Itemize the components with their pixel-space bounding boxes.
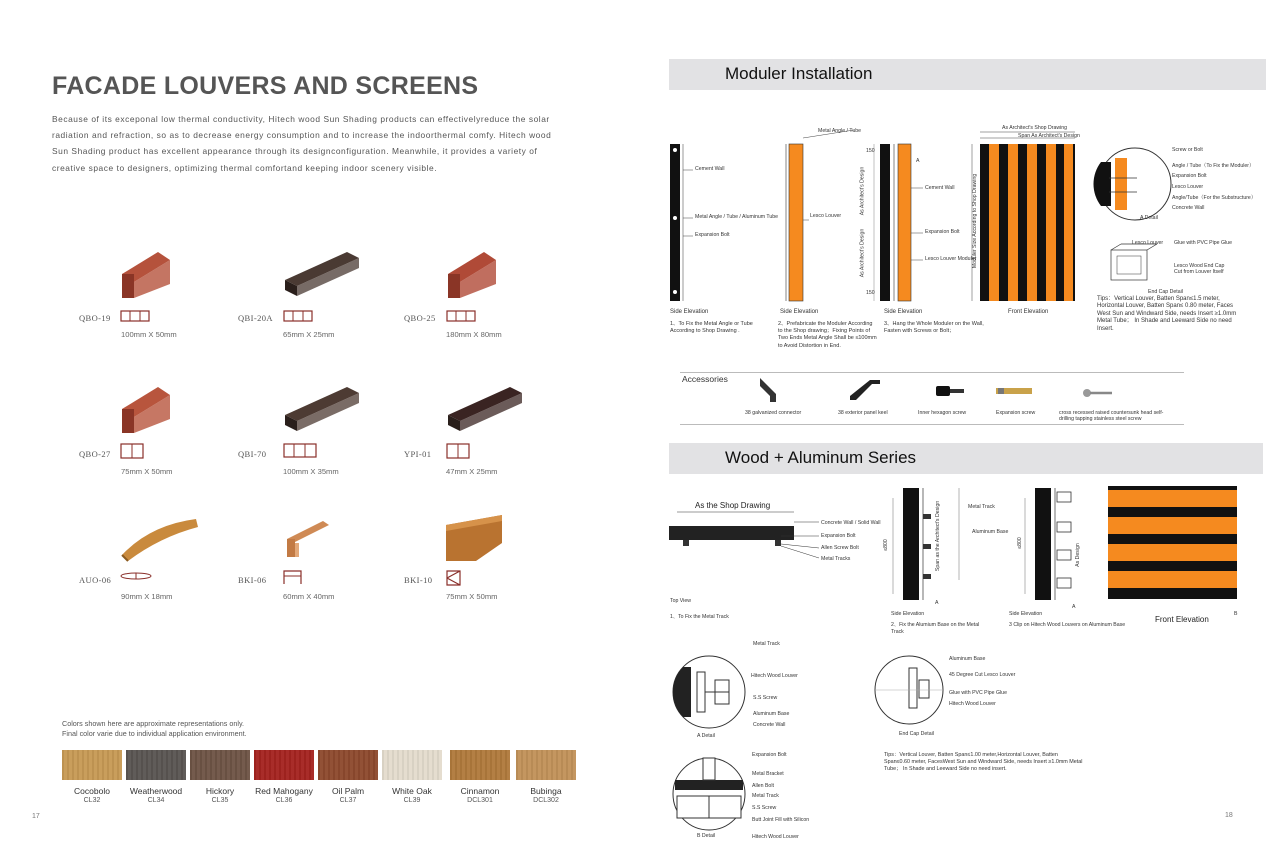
product-section-icon (446, 308, 480, 324)
b-detail-caption: B Detail (697, 833, 716, 839)
a-detail-label-2: Hitech Wood Louver (751, 673, 798, 679)
color-note: Colors shown here are approximate representations only. Final color varie due to individual application environment. (62, 719, 247, 738)
color-swatch (382, 750, 442, 780)
product-code: AUO-06 (79, 575, 112, 585)
d3-label-expansion-bolt: Expansion Bolt (925, 229, 960, 235)
product-image (446, 385, 526, 435)
color-swatch (516, 750, 576, 780)
section-title-wood-aluminum: Wood + Aluminum Series (725, 448, 917, 467)
b-detail-label-4: Metal Track (752, 793, 779, 799)
swatch-code: CL37 (339, 797, 357, 804)
e1-vertical: Span as the Architect's Design (935, 500, 942, 572)
end-cap-label-3: Lesco Wood End Cap Cut from Louver Itself (1174, 263, 1225, 275)
d1-label-expansion-bolt: Expansion Bolt (695, 232, 730, 238)
color-swatch (62, 750, 122, 780)
d3-label-lesco-moduler: Lesco Louver Moduler (925, 256, 977, 262)
product-image (446, 250, 526, 300)
a-detail-circle (673, 656, 745, 728)
detail-a-label-6: Concrete Wall (1172, 205, 1205, 211)
end-cap-label-1: Lesco Louver (1132, 240, 1164, 246)
product-code: QBO-19 (79, 313, 111, 323)
b-detail-label-7: Hitech Wood Louver (752, 834, 799, 840)
product-size: 90mm X 18mm (121, 592, 173, 601)
front-letter-b: B (1234, 611, 1238, 617)
color-swatch (450, 750, 510, 780)
product-section-icon (283, 308, 317, 324)
e2-letter-a: A (1072, 604, 1076, 610)
end-cap-detail-circle (875, 656, 943, 724)
color-swatch (318, 750, 378, 780)
ec-label-2: 45 Degree Cut Lesco Louver (949, 672, 1016, 678)
s2-side-elev-1: Side Elevation (891, 611, 925, 617)
swatch-name: Bubinga (530, 786, 562, 796)
e1-dim: ≤800 (882, 539, 889, 551)
accessories-title: Accessories (682, 374, 728, 384)
lesco-louver-3 (898, 144, 911, 301)
galvanized-connector-icon (760, 378, 776, 402)
e1-letter-a: A (935, 600, 939, 606)
a-detail-label-1: Metal Track (753, 641, 780, 647)
swatch-code: DCL302 (533, 797, 559, 804)
product-section-icon (120, 443, 154, 459)
label-span: Span As Architect's Design (1018, 133, 1080, 139)
b-detail-label-2: Metal Bracket (752, 771, 784, 777)
tv-label-1: Concrete Wall / Solid Wall (821, 520, 881, 526)
e1-label-aluminum-base: Aluminum Base (972, 529, 1009, 535)
d3-dim-bottom: 150 (866, 290, 875, 296)
acc-label-1: 38 galvanized connector (745, 410, 802, 416)
side-elevation-1 (893, 488, 959, 600)
product-section-icon (283, 443, 317, 459)
caption-side-elev-1: Side Elevation (670, 309, 709, 315)
step-1: 1、To Fix the Metal Angle or Tube According to Shop Drawing . (670, 321, 753, 335)
product-section-icon (120, 570, 154, 586)
product-image (283, 515, 363, 565)
a-detail-label-5: Concrete Wall (753, 722, 786, 728)
product-section-icon (446, 443, 480, 459)
end-cap-detail-caption: End Cap Detail (899, 731, 934, 737)
product-code: QBI-70 (238, 449, 267, 459)
detail-a-label-4: Lesco Louver (1172, 184, 1204, 190)
label-shop-drawing: As Architect's Shop Drawing (1002, 125, 1067, 131)
e2-vertical: As Design (1074, 543, 1081, 567)
product-code: YPI-01 (404, 449, 432, 459)
d3-letter-a: A (916, 158, 920, 164)
step-2: 2、Prefabricate the Moduler According to the Shop drawing；Fixing Points of Two Ends Metal Angle Shall be ≤100mm to Avoid Distortion in End. (778, 321, 877, 349)
color-swatch (126, 750, 186, 780)
product-image (120, 250, 200, 300)
b-detail-circle (673, 758, 745, 830)
swatch-code: CL32 (83, 797, 101, 804)
caption-front-elev: Front Elevation (1008, 309, 1049, 315)
product-section-icon (283, 570, 317, 586)
a-detail-label-4: Aluminum Base (753, 711, 790, 717)
acc-label-2: 38 exterior panel keel (838, 410, 888, 416)
page-number-left: 17 (32, 813, 40, 820)
s2-step-2: 2、Fix the Alumium Base on the Metal Track (891, 622, 980, 635)
product-section-icon (120, 308, 154, 324)
detail-a-label-5: Angle/Tube（For the Substructure） (1172, 195, 1257, 201)
d3-dim-top: 150 (866, 148, 875, 154)
page-title: FACADE LOUVERS AND SCREENS (52, 72, 479, 100)
acc-label-4: Expansion screw (996, 410, 1036, 416)
product-image (283, 385, 363, 435)
lesco-louver-orange (789, 144, 803, 301)
swatch-code: CL36 (275, 797, 293, 804)
product-code: QBO-25 (404, 313, 436, 323)
color-swatch (254, 750, 314, 780)
product-size: 47mm X 25mm (446, 467, 498, 476)
a-detail-label-3: S.S Screw (753, 695, 778, 701)
swatch-name: Hickory (205, 786, 235, 796)
cement-wall-3 (880, 144, 890, 301)
ec-label-4: Hitech Wood Louver (949, 701, 996, 707)
swatch-code: CL35 (211, 797, 229, 804)
top-view-caption: Top View (670, 598, 691, 604)
page-number-right: 18 (1225, 812, 1233, 819)
product-size: 60mm X 40mm (283, 592, 335, 601)
d4-vertical-label: Moduler Size According to Shop Drawing (972, 173, 979, 269)
accessories-bottom-rule (680, 424, 1184, 425)
caption-side-elev-2: Side Elevation (780, 309, 819, 315)
product-code: QBI-20A (238, 313, 273, 323)
s2-step-3: 3 Clip on Hitech Wood Louvers on Aluminum Base (1009, 622, 1126, 628)
d3-vertical-label-2: As Architect's Design (859, 228, 866, 278)
swatch-name: Cinnamon (460, 786, 500, 796)
intro-paragraph: Because of its exceponal low thermal conductivity, Hitech wood Sun Shading products can effectivelyreduce the solar radiation and refraction, so as to decrease energy consumption and to increase the indoorthermal comfy. Hitech wood Sun Shading product has excellent appearance through its designconfiguration. Meanwhile, it provides a variety of creative space to designers, optimizing thermal comfortand keeping indoor scenery visible. (52, 114, 552, 173)
e1-label-metal-track: Metal Track (968, 504, 995, 510)
section-header-wood-aluminum (669, 443, 1263, 474)
b-detail-label-5: S.S Screw (752, 805, 777, 811)
product-size: 75mm X 50mm (121, 467, 173, 476)
end-cap-caption: End Cap Detail (1148, 289, 1183, 295)
end-cap-label-2: Glue with PVC Pipe Glue (1174, 240, 1232, 246)
d2-label-lesco-louver: Lesco Louver (810, 213, 842, 219)
product-code: QBO-27 (79, 449, 111, 459)
product-size: 100mm X 50mm (121, 330, 177, 339)
b-detail-label-3: Allen Bolt (752, 783, 774, 789)
detail-a-label-3: Expansion Bolt (1172, 173, 1207, 179)
panel-keel-icon (850, 380, 880, 400)
accessories-top-rule (680, 372, 1184, 373)
front-elevation-louvers (972, 132, 1075, 301)
product-size: 180mm X 80mm (446, 330, 502, 339)
tips-moduler: Tips：Vertical Louver, Batten Span≤1.5 meter, Horizontal Louver, Batten Span≤ 0.80 meter, Faces West Sun and Windward Side, needs Insert ≥1.0mm Metal Tube； In Shade and Leeward Side no need Insert. (1097, 296, 1237, 332)
b-detail-label-6: Butt Joint Fill with Silicon (752, 817, 810, 823)
d3-vertical-label-1: As Architect's Design (859, 166, 866, 216)
swatch-code: DCL301 (467, 797, 493, 804)
tips-wood-aluminum: Tips：Vertical Louver, Batten Span≤1.00 meter,Horizontal Louver, Batten Span≤0.60 meter, FacesWest Sun and Windward Side, needs Insert ≥1.0mm Metal Tube； In Shade and Leeward Side no need insert. (884, 752, 1083, 772)
product-size: 65mm X 25mm (283, 330, 335, 339)
product-code: BKI-06 (238, 575, 267, 585)
swatch-code: CL39 (403, 797, 421, 804)
s2-step-1: 1、To Fix the Metal Track (670, 614, 729, 620)
cement-wall-1 (670, 144, 680, 301)
product-code: BKI-10 (404, 575, 433, 585)
top-view-drawing (669, 512, 819, 558)
d1-label-metal-angle: Metal Angle / Tube / Aluminum Tube (695, 214, 779, 220)
detail-a-circle (1093, 148, 1171, 220)
ec-label-1: Aluminum Base (949, 656, 986, 662)
acc-label-3: Inner hexagon screw (918, 410, 967, 416)
product-size: 100mm X 35mm (283, 467, 339, 476)
s2-side-elev-2: Side Elevation (1009, 611, 1043, 617)
product-image (120, 385, 200, 435)
tv-label-2: Expansion Bolt (821, 533, 856, 539)
a-detail-caption: A Detail (697, 733, 715, 739)
label-metal-angle-top: Metal Angle / Tube (818, 128, 861, 134)
acc-label-5: cross recessed raised countersunk head self-drilling tapping stainless steel screw (1059, 410, 1164, 423)
swatch-name: Cocobolo (74, 786, 110, 796)
e2-dim: ≤800 (1016, 537, 1023, 549)
color-swatch (190, 750, 250, 780)
tv-label-4: Metal Tracks (821, 556, 851, 562)
tv-label-3: Allen Screw Bolt (821, 545, 859, 551)
s2-front-elevation: Front Elevation (1155, 615, 1209, 624)
product-section-icon (446, 570, 480, 586)
product-image (283, 250, 363, 300)
detail-a-label-2: Angle / Tube（To Fix the Moduler） (1172, 163, 1255, 169)
product-image (120, 515, 200, 565)
tapping-screw-icon (1083, 389, 1091, 397)
ec-label-3: Glue with PVC Pipe Glue (949, 690, 1007, 696)
swatch-name: Weatherwood (129, 786, 183, 796)
side-elevation-2 (1025, 488, 1071, 600)
wood-aluminum-drawings (669, 484, 1266, 844)
hexagon-screw-icon (936, 386, 950, 396)
detail-a-label-1: Screw or Bolt (1172, 147, 1203, 153)
swatch-name: Red Mahogany (255, 786, 313, 796)
b-detail-label-1: Expansion Bolt (752, 752, 787, 758)
section-title-moduler: Moduler Installation (725, 64, 873, 83)
product-size: 75mm X 50mm (446, 592, 498, 601)
end-cap-box (1111, 244, 1157, 280)
top-view-title: As the Shop Drawing (695, 501, 771, 510)
product-image (446, 515, 526, 565)
d1-label-cement-wall: Cement Wall (695, 166, 725, 172)
front-elevation-bands (1108, 486, 1237, 599)
swatch-name: White Oak (392, 786, 432, 796)
caption-side-elev-3: Side Elevation (884, 309, 923, 315)
swatch-name: Oil Palm (331, 786, 365, 796)
section-header-moduler (669, 59, 1266, 90)
d3-label-cement-wall: Cement Wall (925, 185, 955, 191)
accessory-icons (740, 376, 1140, 410)
swatch-code: CL34 (147, 797, 165, 804)
detail-a-caption: A Detail (1140, 215, 1158, 221)
step-3: 3、Hang the Whole Moduler on the Wall, Fasten with Screws or Bolt； (884, 321, 984, 335)
